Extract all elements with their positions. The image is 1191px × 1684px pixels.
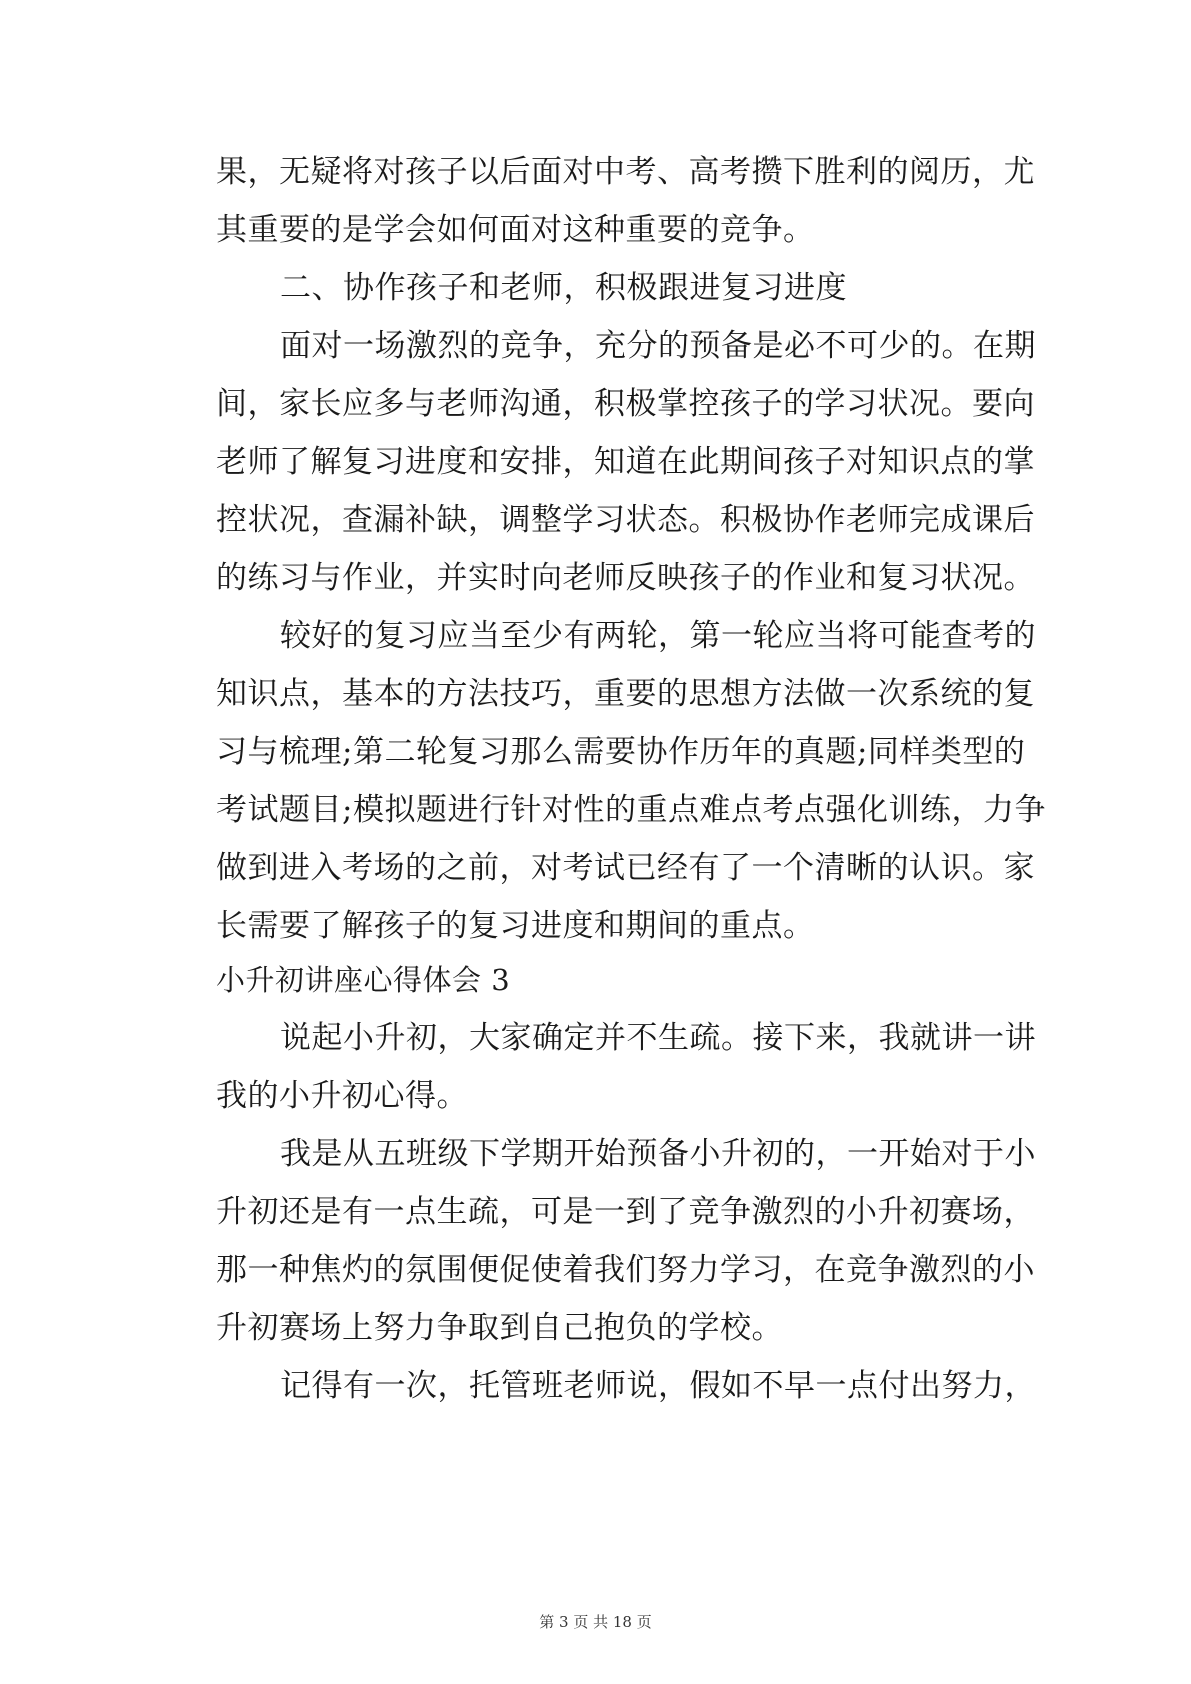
paragraph-line: 升初还是有一点生疏，可是一到了竞争激烈的小升初赛场， [216,1194,1035,1230]
article-title: 小升初讲座心得体会 3 [216,963,511,997]
paragraph-line: 记得有一次，托管班老师说，假如不早一点付出努力， [280,1368,1036,1404]
paragraph-line: 知识点，基本的方法技巧，重要的思想方法做一次系统的复 [216,676,1035,712]
paragraph-line: 较好的复习应当至少有两轮，第一轮应当将可能查考的 [280,618,1036,654]
paragraph-line: 控状况，查漏补缺，调整学习状态。积极协作老师完成课后 [216,502,1035,538]
paragraph-line: 习与梳理;第二轮复习那么需要协作历年的真题;同样类型的 [216,734,1026,770]
paragraph-line: 说起小升初，大家确定并不生疏。接下来，我就讲一讲 [280,1020,1036,1056]
paragraph-line: 那一种焦灼的氛围便促使着我们努力学习，在竞争激烈的小 [216,1252,1035,1288]
paragraph-line: 间，家长应多与老师沟通，积极掌控孩子的学习状况。要向 [216,386,1035,422]
paragraph-line: 其重要的是学会如何面对这种重要的竞争。 [216,212,815,248]
paragraph-line: 的练习与作业，并实时向老师反映孩子的作业和复习状况。 [216,560,1035,596]
paragraph-line: 长需要了解孩子的复习进度和期间的重点。 [216,908,815,944]
section-heading: 二、协作孩子和老师，积极跟进复习进度 [280,270,847,306]
paragraph-line: 做到进入考场的之前，对考试已经有了一个清晰的认识。家 [216,850,1035,886]
paragraph-line: 我的小升初心得。 [216,1078,468,1114]
paragraph-line: 我是从五班级下学期开始预备小升初的，一开始对于小 [280,1136,1036,1172]
paragraph-line: 果，无疑将对孩子以后面对中考、高考攒下胜利的阅历，尤 [216,154,1035,190]
paragraph-line: 老师了解复习进度和安排，知道在此期间孩子对知识点的掌 [216,444,1035,480]
page-number-footer: 第 3 页 共 18 页 [539,1613,652,1631]
paragraph-line: 考试题目;模拟题进行针对性的重点难点考点强化训练，力争 [216,792,1046,828]
paragraph-line: 升初赛场上努力争取到自己抱负的学校。 [216,1310,783,1346]
paragraph-line: 面对一场激烈的竞争，充分的预备是必不可少的。在期 [280,328,1036,364]
